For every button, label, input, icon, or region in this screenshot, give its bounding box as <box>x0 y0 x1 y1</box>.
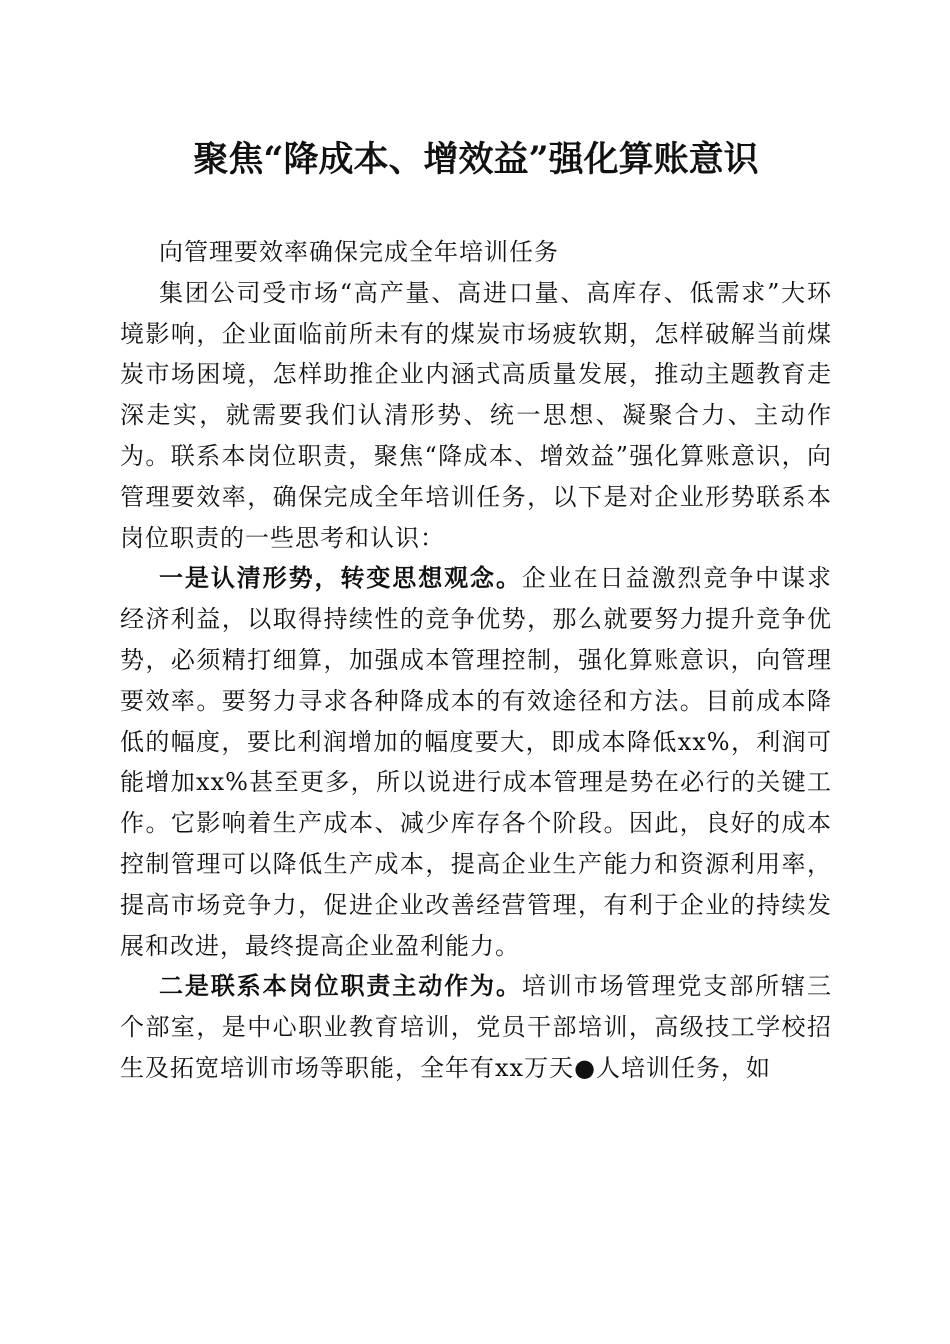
document-title: 聚焦“降成本、增效益”强化算账意识 <box>193 139 759 180</box>
paragraph-lead: 二是联系本岗位职责主动作为。 <box>159 971 522 1001</box>
paragraph-text: 培训市场管理党支部所辖三个部室，是中心职业教育培训，党员干部培训，高级技工学校招生及拓宽培训市场等职能，全年有xx万天●人培训任务，如 <box>120 972 833 1082</box>
paragraph-point-one <box>120 558 832 966</box>
paragraph-intro <box>120 273 832 559</box>
paragraph-lead: 一是认清形势，转变思想观念。 <box>159 563 522 593</box>
subtitle-paragraph: 向管理要效率确保完成全年培训任务 <box>159 238 559 266</box>
document-body <box>120 232 832 1089</box>
paragraph-point-two <box>120 966 832 1088</box>
paragraph-text: 集团公司受市场“高产量、高进口量、高库存、低需求”大环境影响，企业面临前所未有的煤炭市场疲软期，怎样破解当前煤炭市场困境，怎样助推企业内涵式高质量发展，推动主题教育走深走实，就需要我们认清形势、统一思想、凝聚合力、主动作为。联系本岗位职责，聚焦“降成本、增效益”强化算账意识，向管理要效率，确保完成全年培训任务，以下是对企业形势联系本岗位职责的一些思考和认识： <box>120 278 832 552</box>
paragraph-text: 企业在日益激烈竞争中谋求经济利益，以取得持续性的竞争优势，那么就要努力提升竞争优势，必须精打细算，加强成本管理控制，强化算账意识，向管理要效率。要努力寻求各种降成本的有效途径和方法。目前成本降低的幅度，要比利润增加的幅度要大，即成本降低xx%，利润可能增加xx%甚至更多，所以说进行成本管理是势在必行的关键工作。它影响着生产成本、减少库存各个阶段。因此，良好的成本控制管理可以降低生产成本，提高企业生产能力和资源利用率，提高市场竞争力，促进企业改善经营管理，有利于企业的持续发展和改进，最终提高企业盈利能力。 <box>120 564 833 960</box>
